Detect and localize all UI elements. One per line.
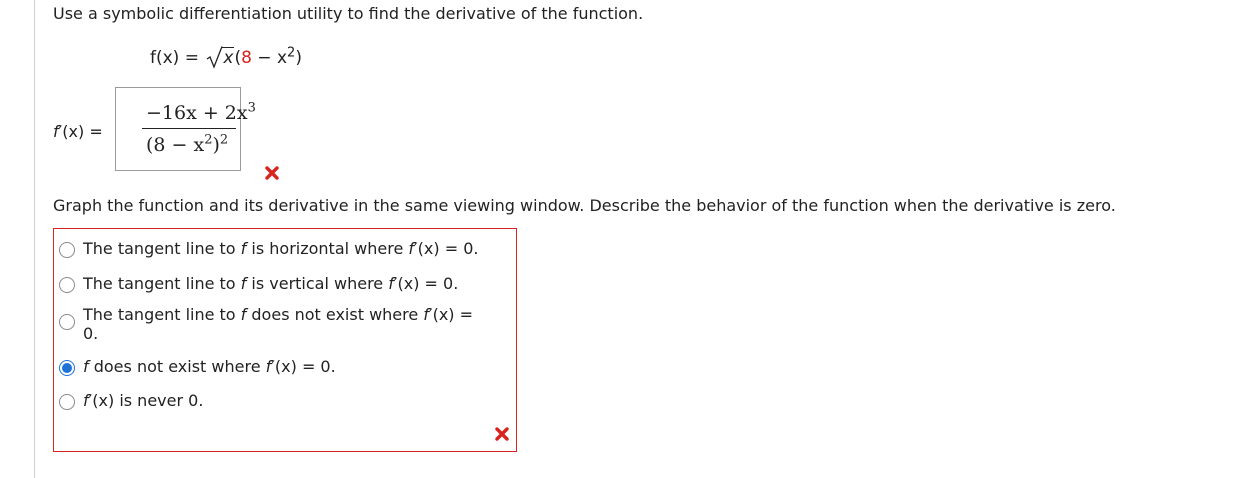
denominator-close: ) <box>212 134 220 156</box>
radio-button[interactable] <box>59 277 75 293</box>
left-divider <box>34 0 35 478</box>
choice-text: The tangent line to f is vertical where f′(x) = 0. <box>83 274 459 293</box>
numerator-exponent: 3 <box>247 100 256 116</box>
constant-term: 8 <box>241 48 252 68</box>
close-paren: ) <box>295 48 302 68</box>
denominator-inner-exponent: 2 <box>204 132 213 148</box>
incorrect-x-icon <box>263 164 281 182</box>
derivative-label-rest: ′(x) = <box>58 122 103 141</box>
instruction-text: Use a symbolic differentiation utility to find the derivative of the function. <box>53 4 644 23</box>
square-root <box>208 47 234 68</box>
function-lhs: f(x) <box>150 48 180 68</box>
denominator-main: (8 − x <box>146 134 205 156</box>
denominator-exponent: 2 <box>219 132 229 148</box>
radicand: x <box>223 48 234 68</box>
answer-numerator <box>146 102 256 124</box>
radio-button[interactable] <box>59 394 75 410</box>
choice-text: The tangent line to f does not exist where f′(x) = 0. <box>83 305 474 343</box>
answer-input-box[interactable] <box>115 87 256 171</box>
function-rest: − x <box>251 48 288 68</box>
equals-sign: = <box>184 48 199 68</box>
open-paren: ( <box>234 48 242 68</box>
radio-button-selected[interactable] <box>59 360 75 376</box>
choices-group <box>53 228 517 452</box>
radio-button[interactable] <box>59 242 75 258</box>
derivative-f: f <box>53 122 59 141</box>
radical-sign-icon <box>206 44 224 70</box>
radio-button[interactable] <box>59 314 75 330</box>
question-text: Graph the function and its derivative in the same viewing window. Describe the behavior of the function when the derivative is zero. <box>53 196 1116 215</box>
derivative-label <box>53 122 103 142</box>
choice-text: f′(x) is never 0. <box>83 391 204 410</box>
incorrect-x-icon <box>493 425 511 443</box>
numerator-main: −16x + 2x <box>146 102 248 124</box>
fraction-bar <box>142 128 236 129</box>
answer-denominator <box>146 134 228 156</box>
function-definition <box>150 47 302 68</box>
choice-text: The tangent line to f is horizontal where f′(x) = 0. <box>83 239 479 258</box>
choice-text: f does not exist where f′(x) = 0. <box>83 357 336 376</box>
function-exponent: 2 <box>287 45 296 61</box>
